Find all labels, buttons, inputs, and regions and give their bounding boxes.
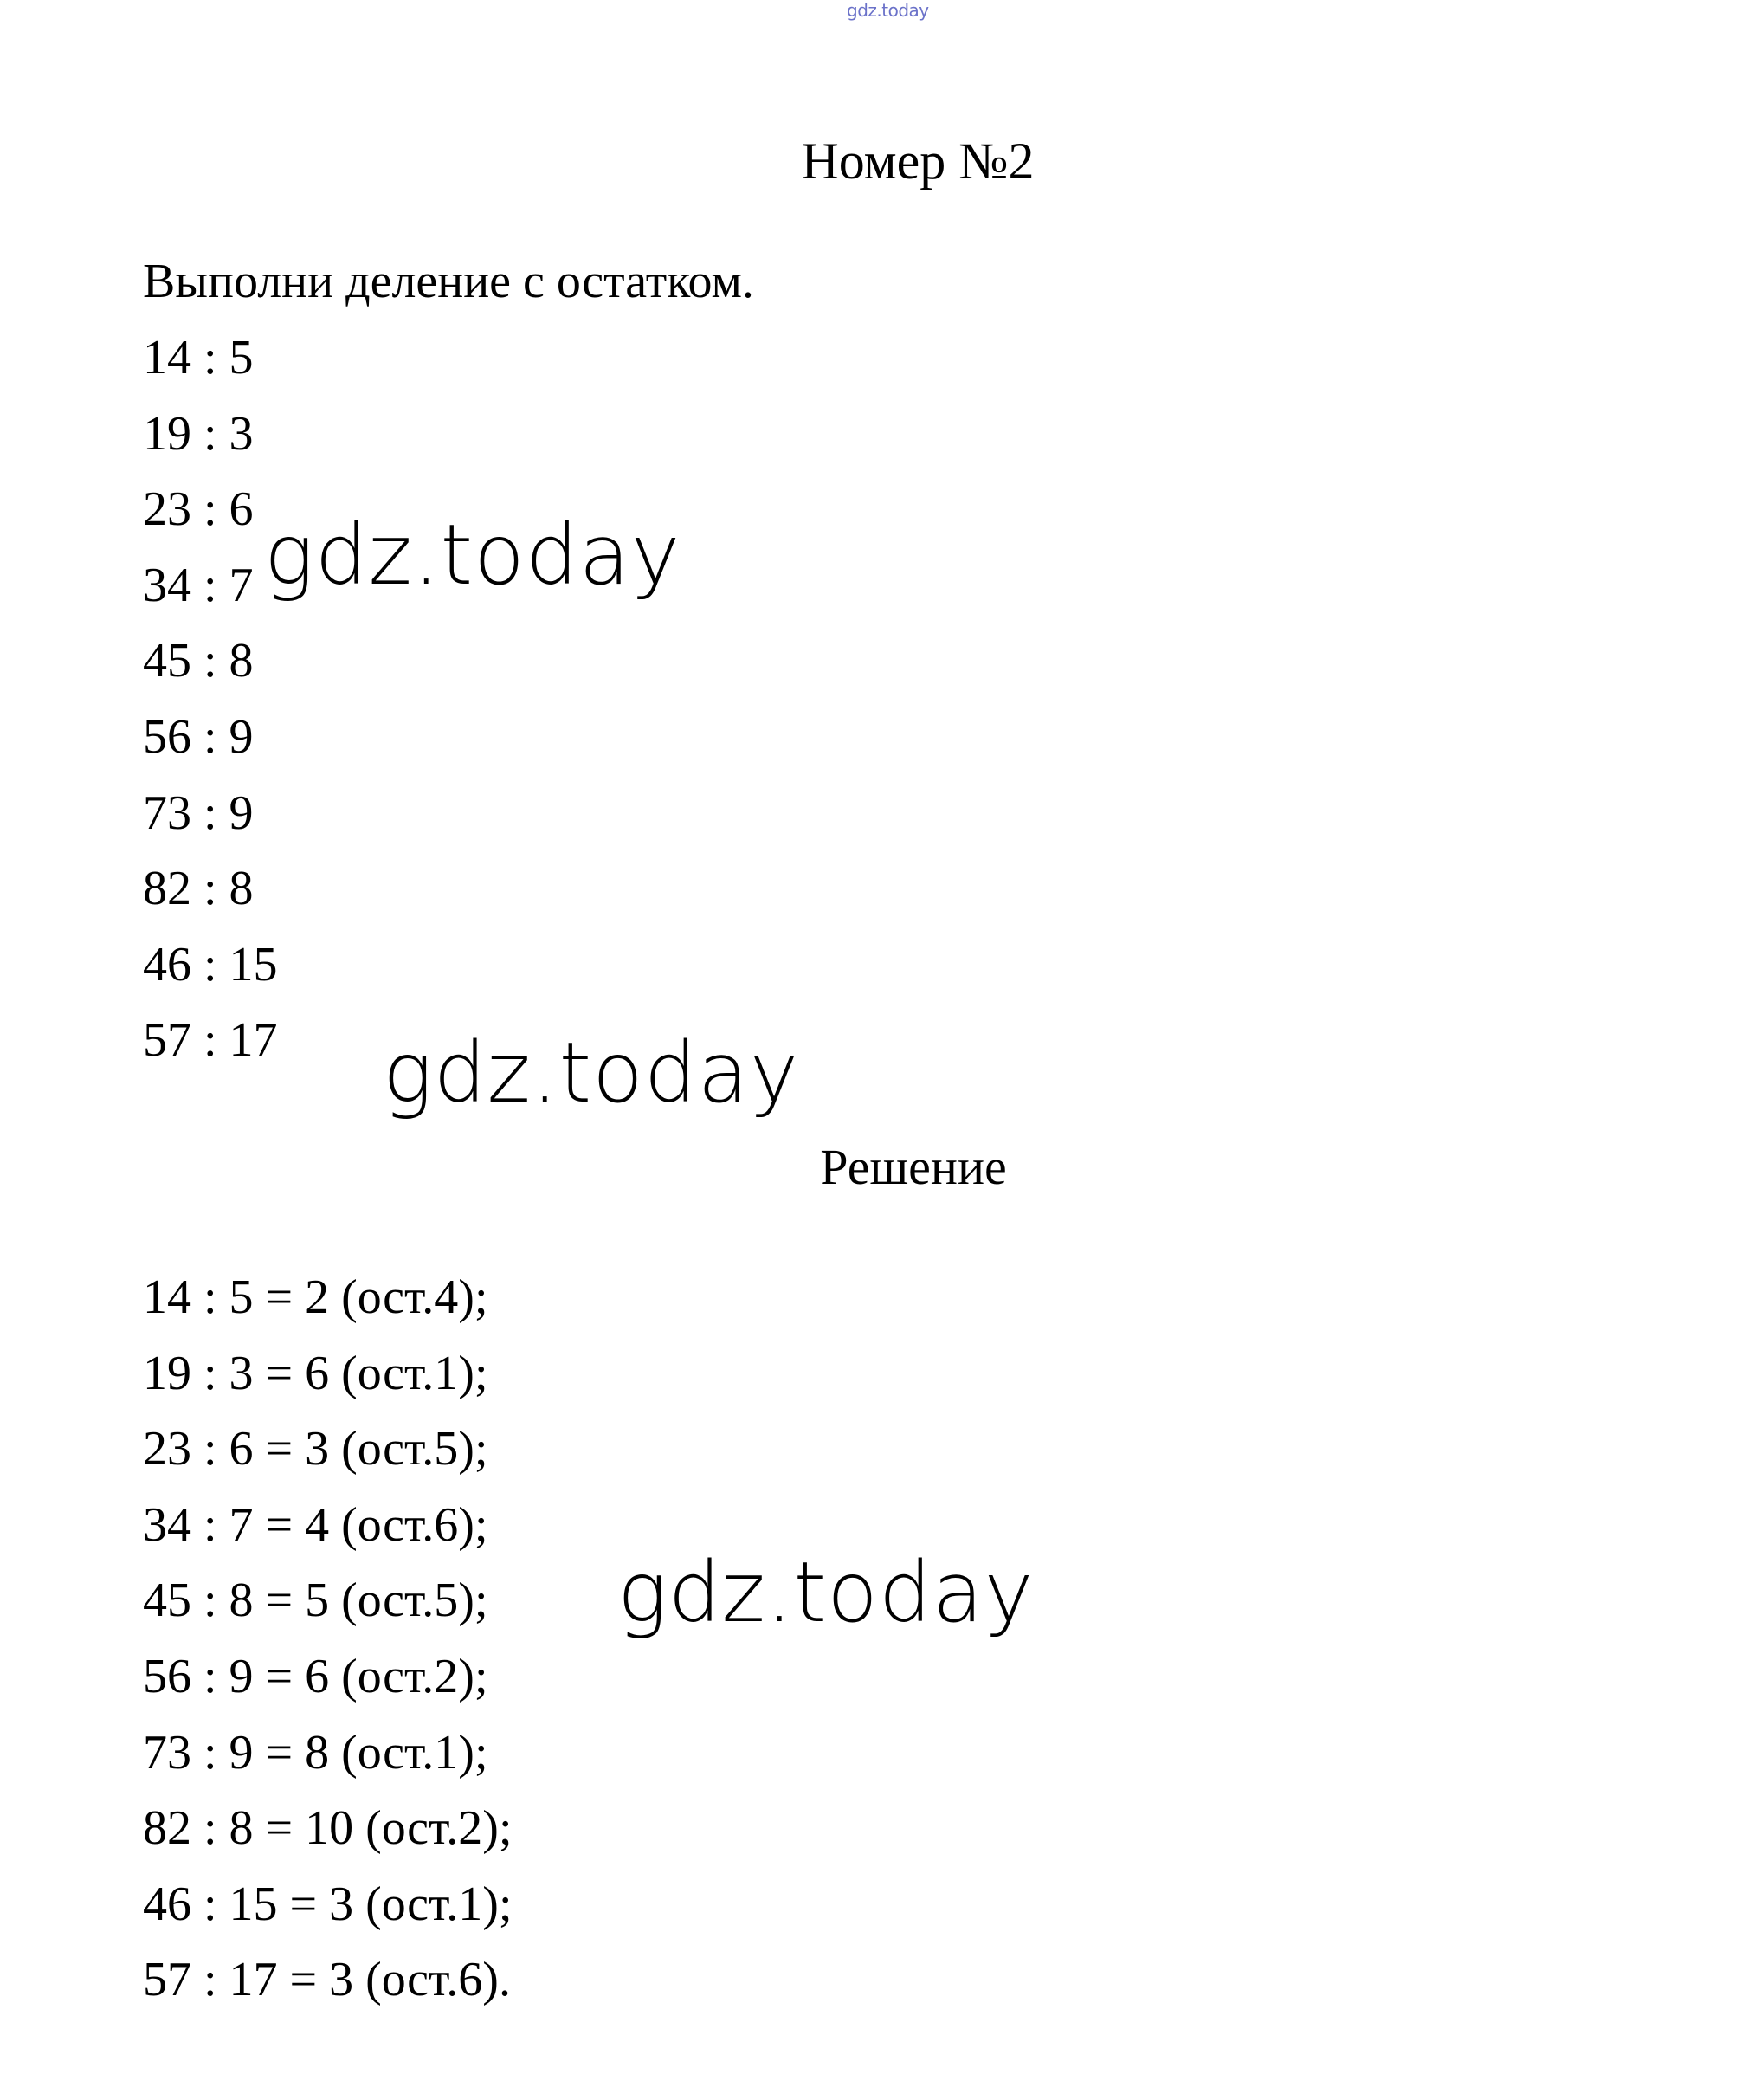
problem-item: 45 : 8 <box>143 634 254 688</box>
page-title: Номер №2 <box>801 132 1035 190</box>
problem-item: 34 : 7 <box>143 558 254 612</box>
problem-item: 46 : 15 <box>143 937 278 992</box>
problem-item: 56 : 9 <box>143 709 254 764</box>
answer-list <box>143 1260 513 2019</box>
task-instruction: Выполни деление с остатком. <box>143 255 754 308</box>
answer-item: 45 : 8 = 5 (ост.5); <box>143 1573 488 1628</box>
problem-item: 19 : 3 <box>143 406 254 461</box>
answer-item: 57 : 17 = 3 (ост.6). <box>143 1953 511 2007</box>
answer-item: 14 : 5 = 2 (ост.4); <box>143 1270 488 1324</box>
answer-item: 46 : 15 = 3 (ост.1); <box>143 1877 513 1931</box>
watermark: gdz.today <box>264 507 681 604</box>
problem-item: 23 : 6 <box>143 482 254 537</box>
watermark: gdz.today <box>617 1544 1035 1641</box>
problem-item: 73 : 9 <box>143 785 254 840</box>
answer-item: 34 : 7 = 4 (ост.6); <box>143 1497 488 1552</box>
problem-item: 82 : 8 <box>143 862 254 916</box>
top-watermark: gdz.today <box>847 0 929 21</box>
solution-heading: Решение <box>820 1139 1007 1195</box>
problem-item: 57 : 17 <box>143 1013 278 1068</box>
answer-item: 73 : 9 = 8 (ост.1); <box>143 1725 488 1780</box>
answer-item: 56 : 9 = 6 (ост.2); <box>143 1649 488 1703</box>
watermark: gdz.today <box>383 1024 800 1121</box>
answer-item: 19 : 3 = 6 (ост.1); <box>143 1346 488 1400</box>
problem-list <box>143 320 278 1079</box>
answer-item: 82 : 8 = 10 (ост.2); <box>143 1801 513 1856</box>
answer-item: 23 : 6 = 3 (ост.5); <box>143 1422 488 1476</box>
problem-item: 14 : 5 <box>143 331 254 384</box>
